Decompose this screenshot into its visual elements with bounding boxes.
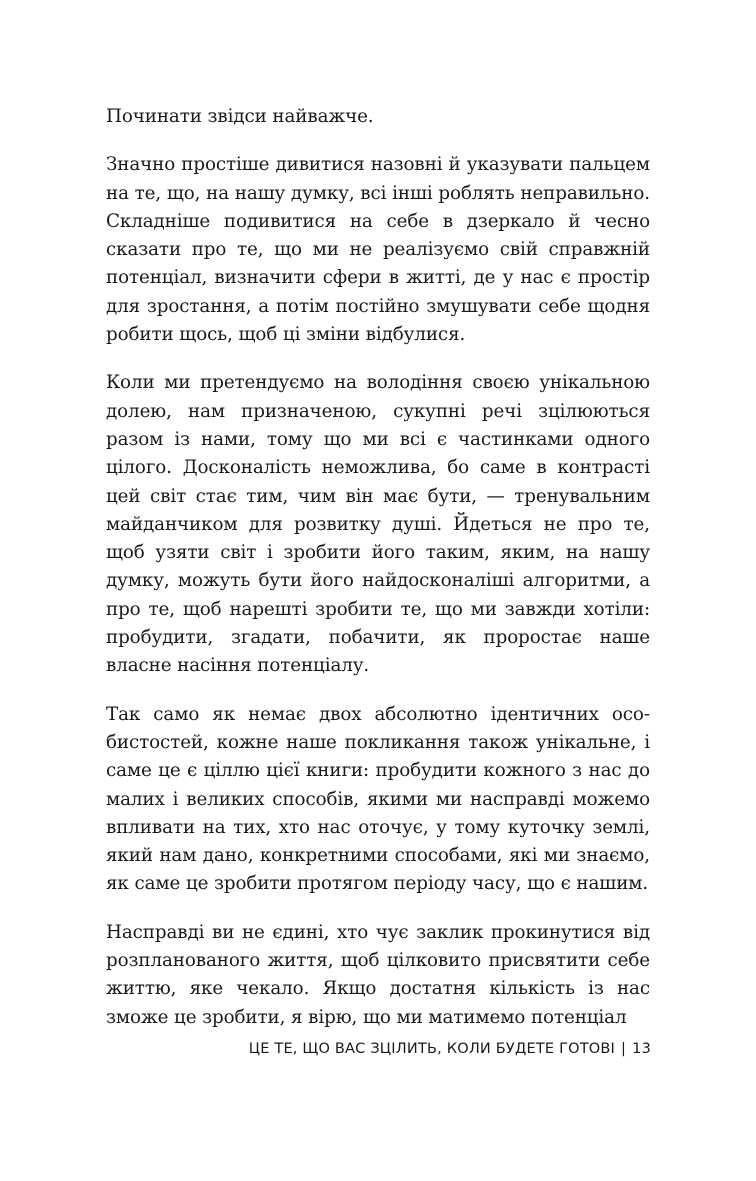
footer-separator: |	[621, 1041, 627, 1057]
body-text	[106, 103, 650, 1032]
paragraph-5: Насправді ви не єдині, хто чує заклик прокинутися від розпланованого життя, щоб цілковито присвятити себе життю, яке чекало. Якщо достатня кількість із нас зможе це зробити, я вірю, що ми матимемо потенціал	[106, 921, 650, 1028]
paragraph-2: Значно простіше дивитися назовні й указувати пальцем на те, що, на нашу думку, всі інші роблять неправильно. Складніше подивитися на себе в дзеркало й чесно сказати про те, що ми не реалізуємо свій справжній потенціал, визначити сфери в житті, де у нас є простір для зростання, а потім постійно змушувати себе щодня робити щось, щоб ці зміни відбулися.	[106, 154, 650, 346]
paragraph-4: Так само як немає двох абсолютно ідентичних особистостей, кожне наше покликання також унікальне, і саме це є ціллю цієї книги: пробудити кожного з нас до малих і великих способів, якими ми насправді можемо впливати на тих, хто нас оточує, у тому куточку землі, який нам дано, конкретними способами, які ми знаємо, як саме це зробити протягом періоду часу, що є нашим.	[106, 703, 650, 895]
running-title: ЦЕ ТЕ, ЩО ВАС ЗЦІЛИТЬ, КОЛИ БУДЕТЕ ГОТОВІ	[248, 1041, 616, 1057]
page-footer	[249, 1041, 651, 1057]
paragraph-1: Починати звідси найважче.	[106, 106, 374, 127]
paragraph-3: Коли ми претендуємо на володіння своєю унікальною долею, нам призначеною, сукупні речі зцілюються разом із нами, тому що ми всі є частинками одного цілого. Досконалість неможлива, бо саме в контрасті цей світ стає тим, чим він має бути, — тренувальним майданчиком для розвитку душі. Йдеться не про те, щоб узяти світ і зробити його таким, яким, на нашу думку, можуть бути його найдосконаліші алгоритми, а про те, щоб нарешті зробити те, що ми завжди хотіли: пробудити, згадати, побачити, як проростає наше власне насіння потенціалу.	[106, 372, 650, 677]
page-number: 13	[632, 1041, 651, 1057]
